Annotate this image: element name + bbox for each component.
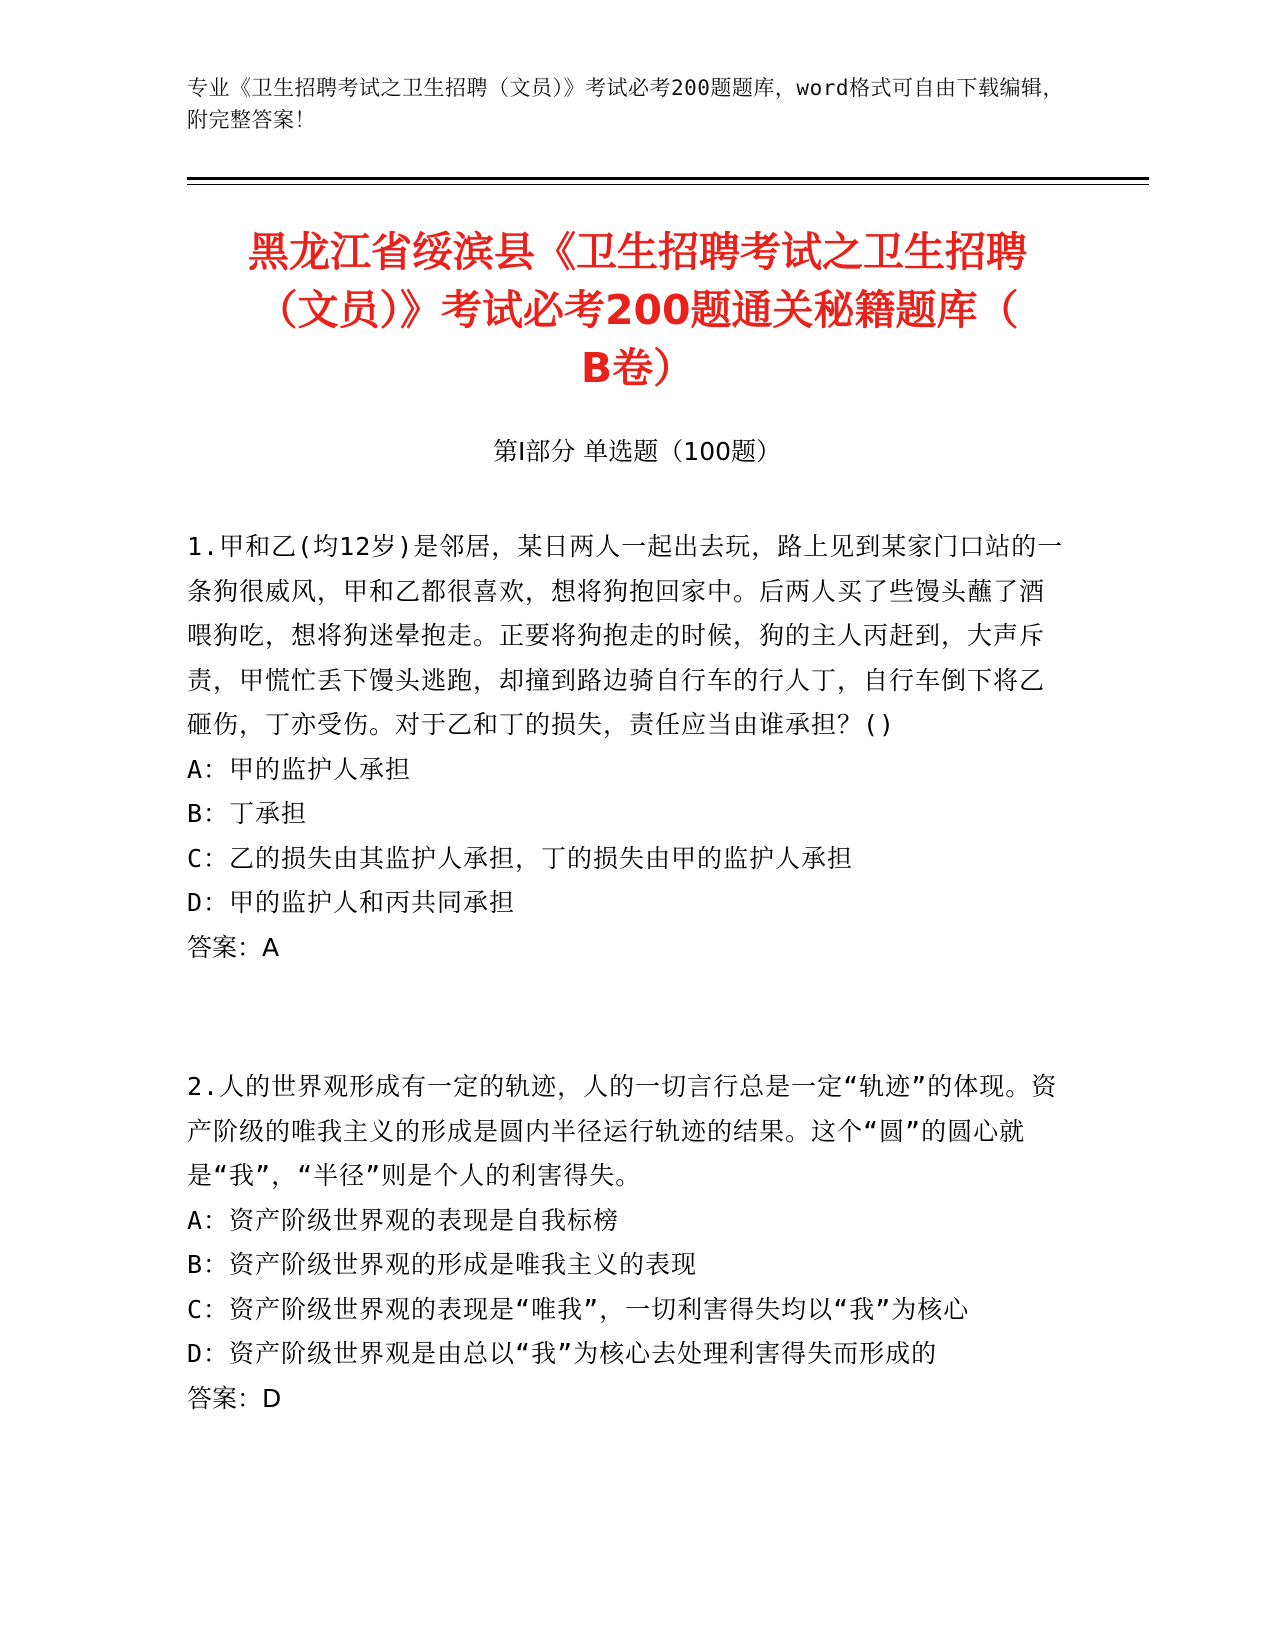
option-b: B：资产阶级世界观的形成是唯我主义的表现: [187, 1250, 698, 1279]
question-stem: 1.甲和乙(均12岁)是邻居，某日两人一起出去玩，路上见到某家门口站的一条狗很威风，甲和乙都很喜欢，想将狗抱回家中。后两人买了些馒头蘸了酒喂狗吃，想将狗迷晕抱走。正要将狗抱走的时候，狗的主人丙赶到，大声斥责，甲慌忙丢下馒头逃跑，却撞到路边骑自行车的行人丁，自行车倒下将乙砸伤，丁亦受伤。对于乙和丁的损失，责任应当由谁承担？(): [187, 532, 1064, 739]
answer-line: 答案：D: [187, 1383, 282, 1413]
header-divider-thick: [187, 177, 1149, 180]
option-a: A：资产阶级世界观的表现是自我标榜: [187, 1205, 620, 1235]
answer-line: 答案：A: [187, 932, 280, 962]
option-b: B：丁承担: [187, 799, 308, 828]
question-block: [187, 1065, 1067, 1421]
title-line-3: B卷）: [580, 344, 695, 392]
question-block: [187, 525, 1067, 970]
option-c: C：乙的损失由其监护人承担，丁的损失由甲的监护人承担: [187, 843, 854, 873]
title-line-1: 黑龙江省绥滨县《卫生招聘考试之卫生招聘: [248, 228, 1027, 276]
section-heading: 第Ⅰ部分 单选题（100题）: [492, 437, 782, 466]
title-line-2: （文员）》考试必考200题通关秘籍题库（: [256, 286, 1019, 334]
question-stem: 2.人的世界观形成有一定的轨迹，人的一切言行总是一定“轨迹”的体现。资产阶级的唯我主义的形成是圆内半径运行轨迹的结果。这个“圆”的圆心就是“我”，“半径”则是个人的利害得失。: [187, 1072, 1058, 1190]
option-d: D：资产阶级世界观是由总以“我”为核心去处理利害得失而形成的: [187, 1339, 938, 1368]
option-a: A：甲的监护人承担: [187, 754, 412, 784]
header-note: 专业《卫生招聘考试之卫生招聘（文员）》考试必考200题题库，word格式可自由下载编辑，附完整答案！: [187, 76, 1064, 132]
option-d: D：甲的监护人和丙共同承担: [187, 888, 516, 917]
option-c: C：资产阶级世界观的表现是“唯我”，一切利害得失均以“我”为核心: [187, 1294, 970, 1324]
header-divider-thin: [187, 184, 1149, 185]
document-title: [160, 223, 1115, 397]
